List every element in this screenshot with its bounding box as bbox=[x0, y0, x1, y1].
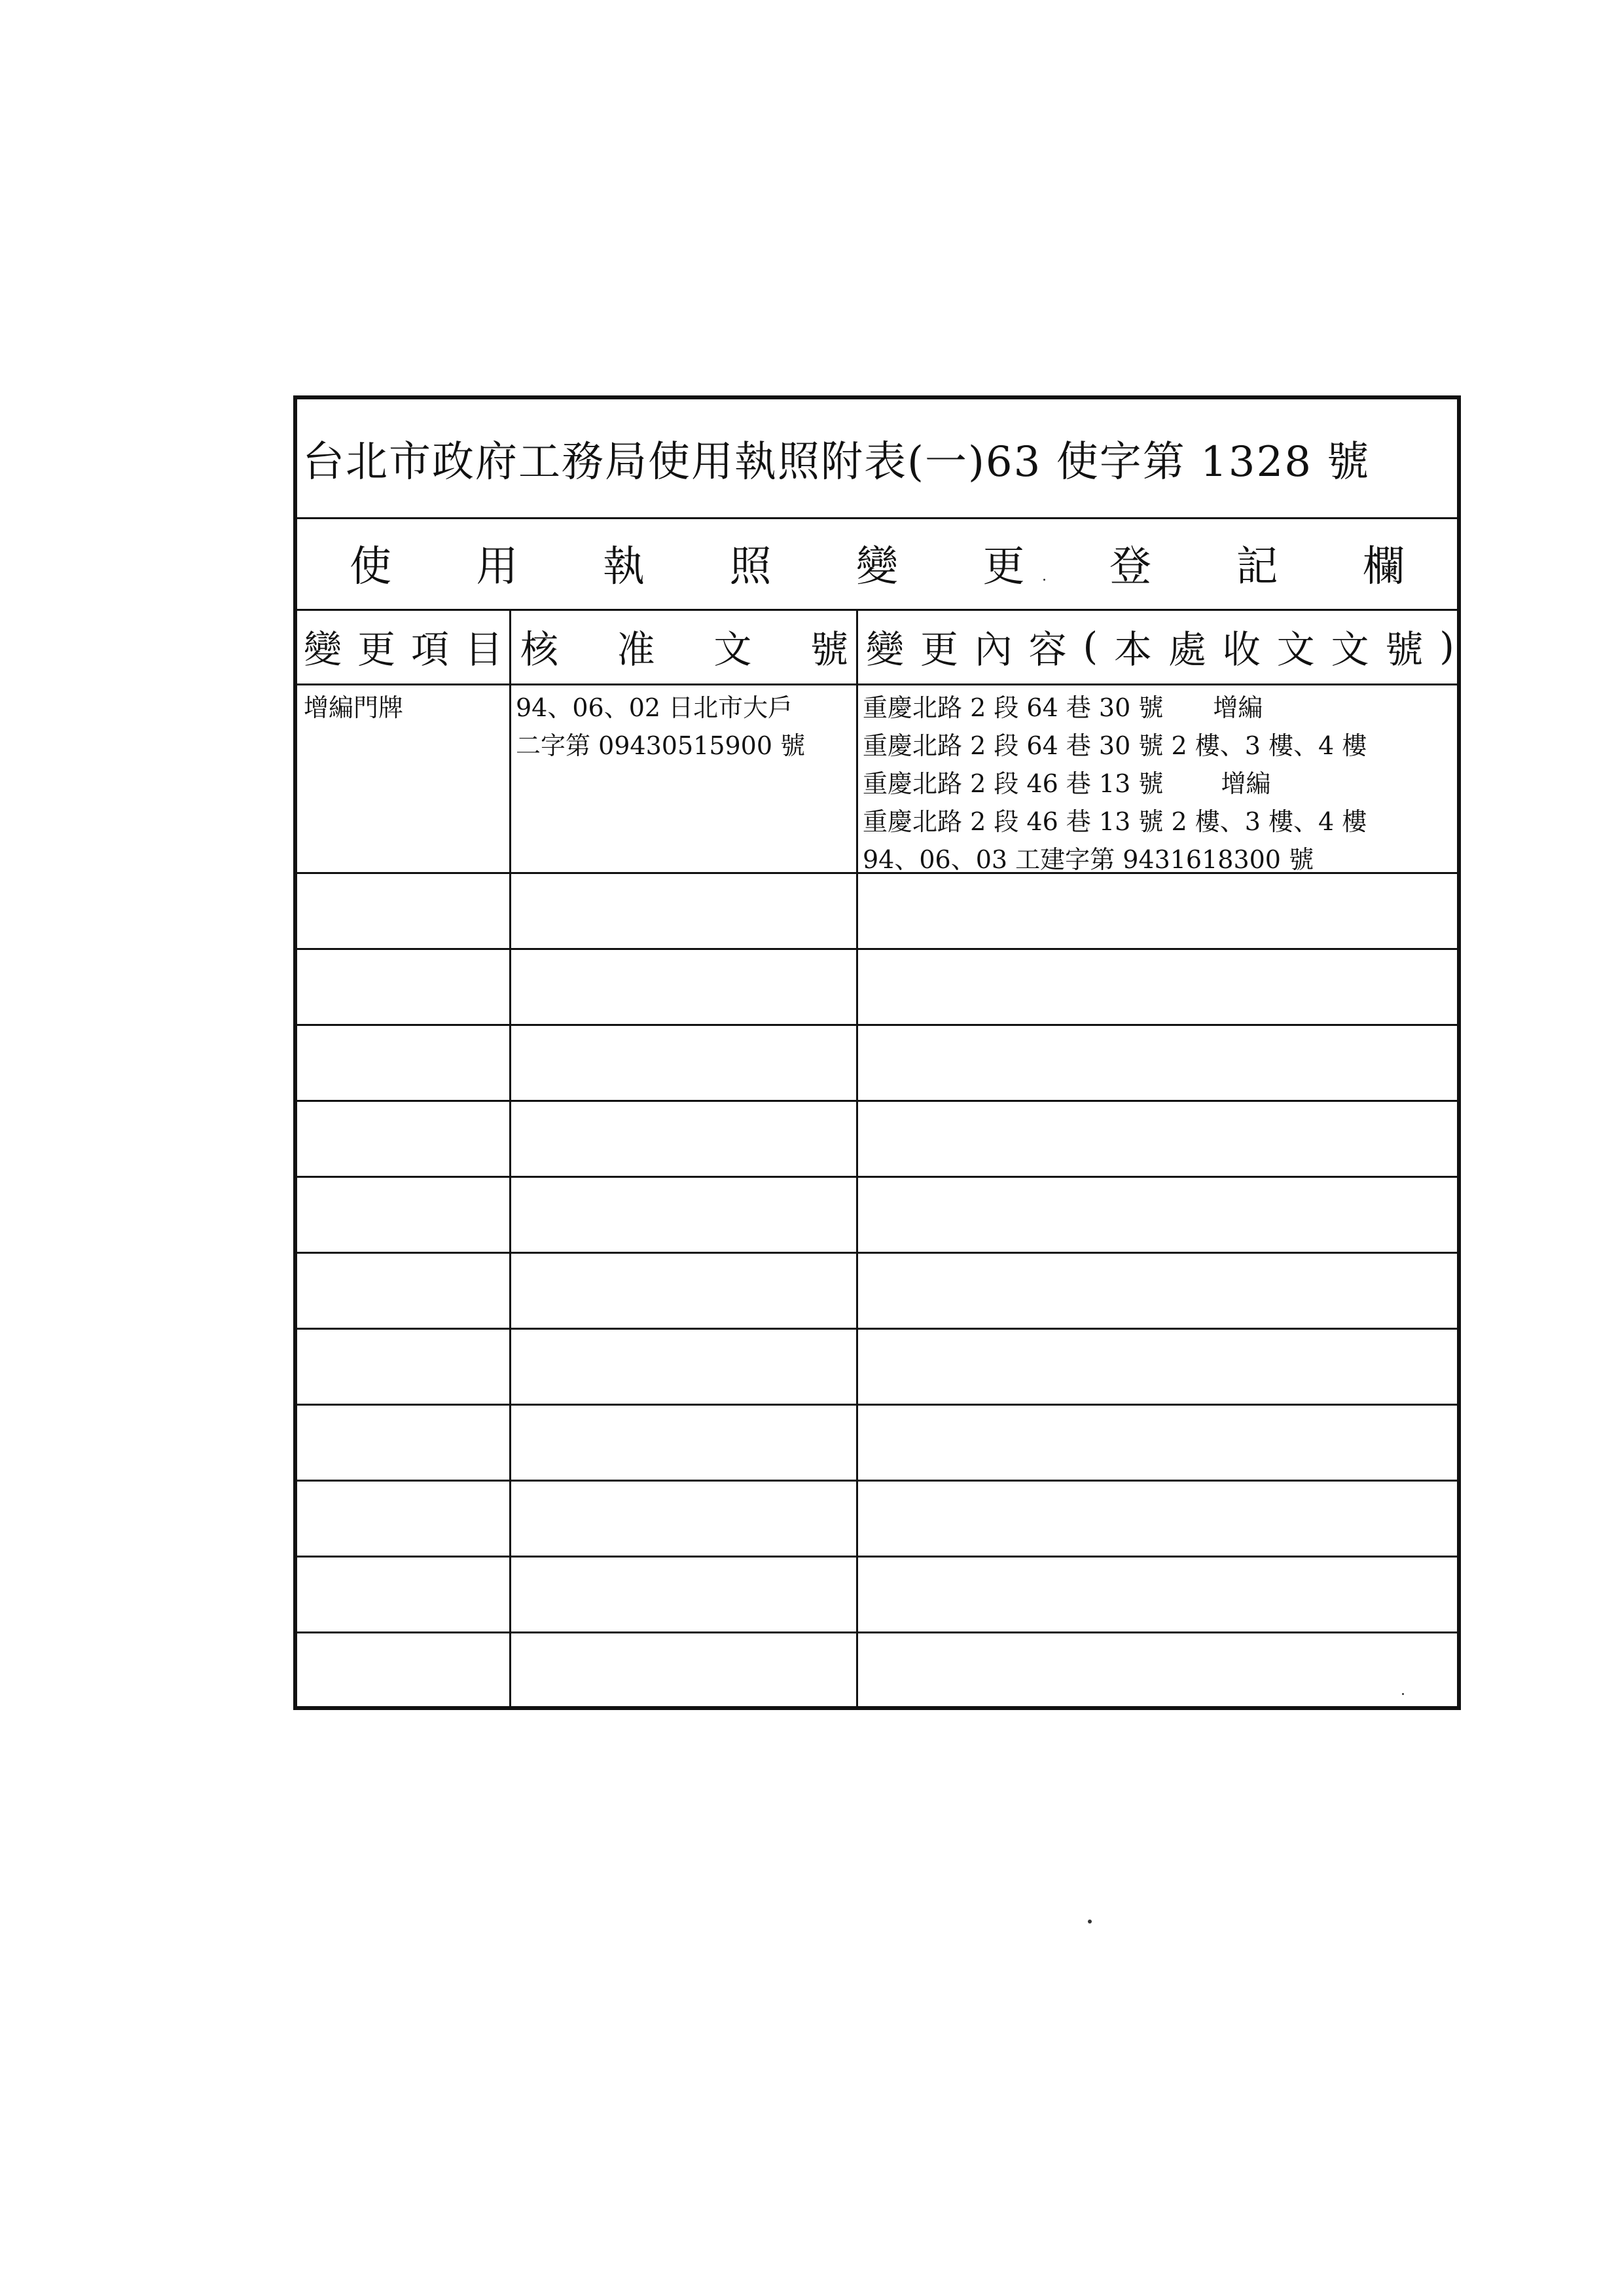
heading-char: 用 bbox=[476, 543, 518, 591]
change-content-cell bbox=[863, 689, 1367, 879]
header-char: 變 bbox=[866, 627, 905, 672]
section-heading bbox=[350, 517, 1405, 609]
header-char: 變 bbox=[304, 627, 342, 672]
row-divider bbox=[297, 1480, 1457, 1482]
header-divider bbox=[297, 683, 1457, 685]
header-char: 更 bbox=[357, 627, 395, 672]
form-title: 台北市政府工務局使用執照附表(一)63 使字第 1328 號 bbox=[302, 438, 1371, 486]
row-divider bbox=[297, 1404, 1457, 1406]
header-char: 更 bbox=[920, 627, 958, 672]
header-char: 收 bbox=[1222, 627, 1261, 672]
column-divider bbox=[509, 609, 511, 1710]
header-char: 本 bbox=[1114, 627, 1153, 672]
change-content-line: 94、06、03 工建字第 9431618300 號 bbox=[863, 845, 1314, 874]
heading-char: 記 bbox=[1236, 543, 1278, 591]
header-char: 內 bbox=[974, 627, 1013, 672]
row-divider bbox=[297, 1176, 1457, 1178]
header-char: 容 bbox=[1028, 627, 1067, 672]
heading-char: 使 bbox=[350, 543, 391, 591]
heading-char: 照 bbox=[729, 543, 772, 591]
header-char: 文 bbox=[713, 627, 752, 672]
row-divider bbox=[297, 1024, 1457, 1026]
column-header-change-content bbox=[858, 609, 1457, 683]
approval-doc-cell bbox=[516, 689, 805, 765]
header-char: 核 bbox=[520, 627, 559, 672]
header-char: 項 bbox=[410, 627, 449, 672]
change-content-line: 重慶北路 2 段 64 巷 30 號 2 樓、3 樓、4 樓 bbox=[863, 731, 1367, 760]
header-char: 准 bbox=[617, 627, 655, 672]
heading-char: 登 bbox=[1109, 543, 1151, 591]
header-char: 處 bbox=[1168, 627, 1206, 672]
column-header-approval-doc bbox=[511, 609, 856, 683]
column-divider bbox=[856, 609, 858, 1710]
header-char: 號 bbox=[810, 627, 848, 672]
approval-doc-line: 94、06、02 日北市大戶 bbox=[516, 693, 793, 722]
header-char: 號 bbox=[1385, 627, 1424, 672]
row-divider bbox=[297, 1556, 1457, 1558]
heading-char: 變 bbox=[856, 543, 898, 591]
row-divider bbox=[297, 1252, 1457, 1254]
header-char: 文 bbox=[1331, 627, 1369, 672]
header-char: ( bbox=[1083, 624, 1098, 668]
scan-speck bbox=[1088, 1920, 1092, 1923]
scan-speck bbox=[1402, 1693, 1404, 1695]
row-divider bbox=[297, 1631, 1457, 1633]
change-content-line: 重慶北路 2 段 46 巷 13 號 增編 bbox=[863, 769, 1271, 798]
change-content-line: 重慶北路 2 段 64 巷 30 號 增編 bbox=[863, 693, 1263, 722]
usage-license-change-form bbox=[293, 395, 1461, 1710]
heading-char: 執 bbox=[603, 543, 645, 591]
row-divider bbox=[297, 1328, 1457, 1330]
header-char: 目 bbox=[464, 627, 503, 672]
approval-doc-line: 二字第 09430515900 號 bbox=[516, 731, 806, 760]
change-item-cell: 增編門牌 bbox=[304, 693, 404, 722]
scan-speck bbox=[1043, 579, 1045, 581]
header-char: ) bbox=[1439, 624, 1454, 668]
heading-char: 更 bbox=[982, 543, 1025, 591]
row-divider bbox=[297, 1100, 1457, 1102]
header-char: 文 bbox=[1276, 627, 1315, 672]
heading-char: 欄 bbox=[1363, 543, 1405, 591]
row-divider bbox=[297, 948, 1457, 950]
change-content-line: 重慶北路 2 段 46 巷 13 號 2 樓、3 樓、4 樓 bbox=[863, 807, 1367, 836]
column-header-change-item bbox=[297, 609, 509, 683]
